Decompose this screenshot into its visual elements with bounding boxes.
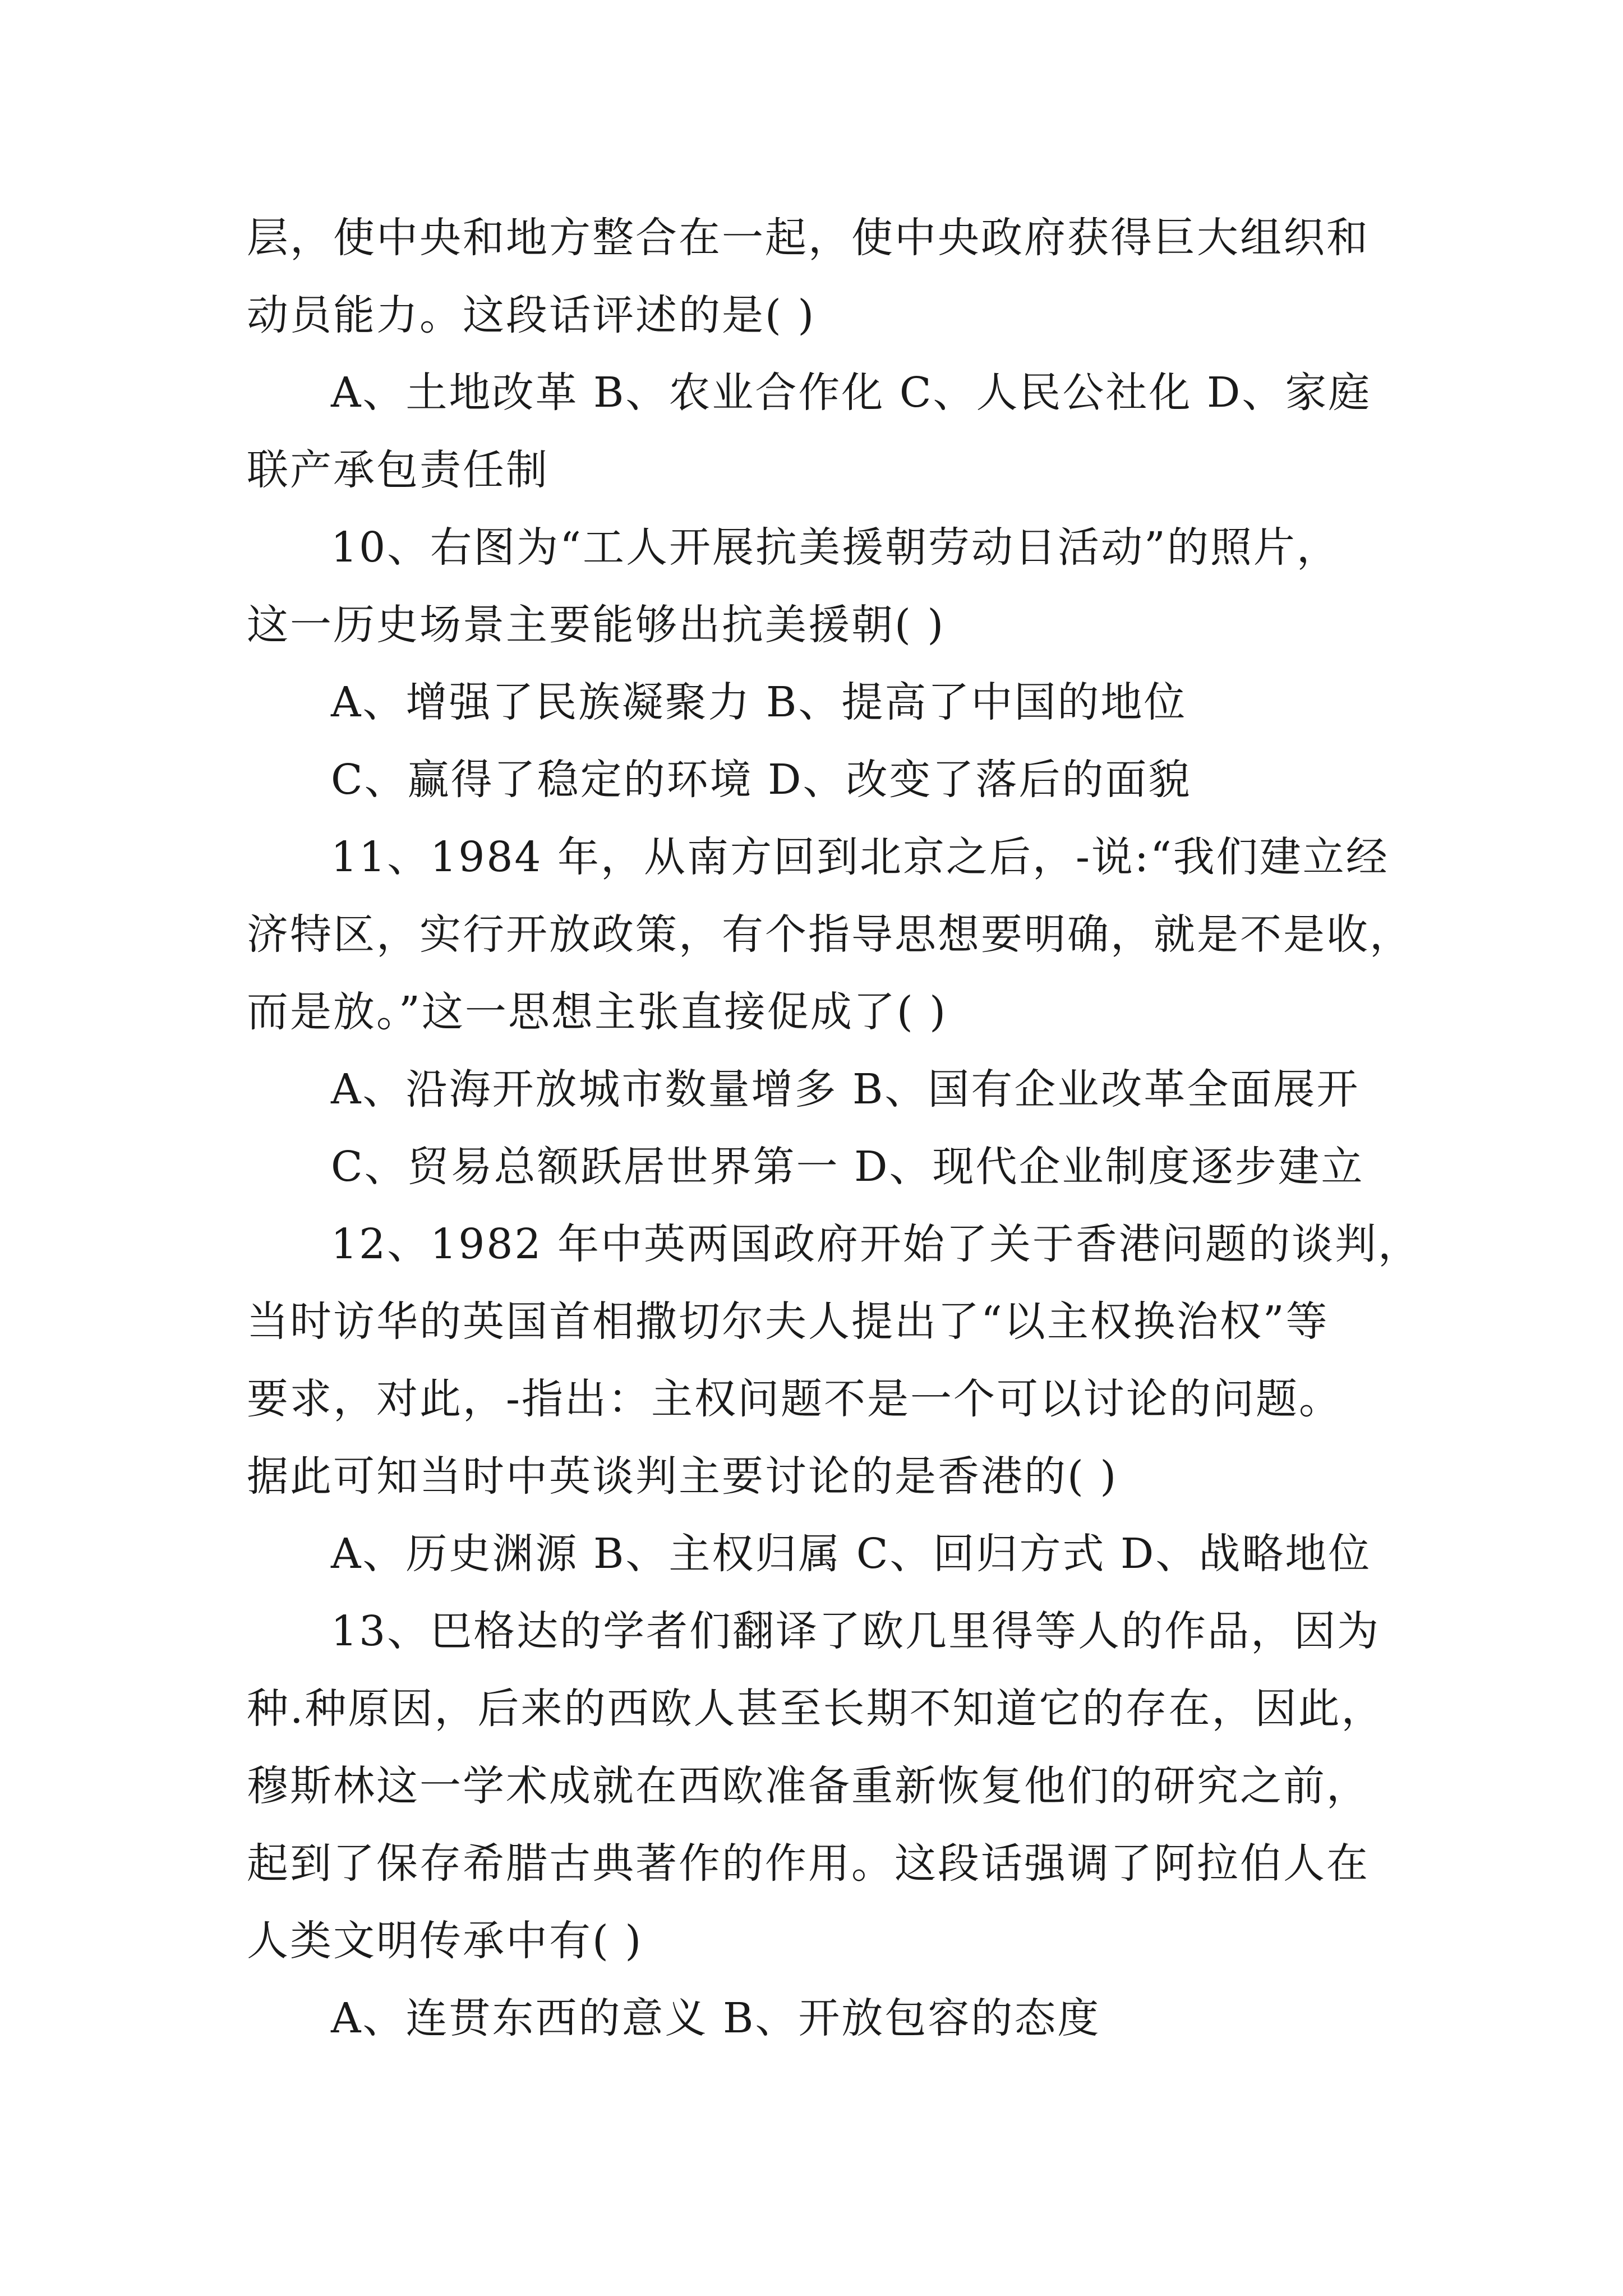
text-line: 据此可知当时中英谈判主要讨论的是香港的( ): [247, 1452, 1118, 1501]
text-line: 联产承包责任制: [247, 446, 549, 494]
option-line: C、赢得了稳定的环境 D、改变了落后的面貌: [331, 756, 1192, 804]
text-line: 要求，对此，-指出：主权问题不是一个可以讨论的问题。: [247, 1375, 1343, 1423]
text-line: 种.种原因，后来的西欧人甚至长期不知道它的存在，因此，: [247, 1685, 1385, 1733]
question-12: 12、1982 年中英两国政府开始了关于香港问题的谈判，: [331, 1220, 1422, 1268]
text-line: 层，使中央和地方整合在一起，使中央政府获得巨大组织和: [247, 214, 1370, 262]
option-line: A、沿海开放城市数量增多 B、国有企业改革全面展开: [331, 1065, 1360, 1114]
option-line: A、历史渊源 B、主权归属 C、回归方式 D、战略地位: [331, 1530, 1372, 1578]
question-13: 13、巴格达的学者们翻译了欧几里得等人的作品，因为: [331, 1607, 1381, 1655]
question-10: 10、右图为“工人开展抗美援朝劳动日活动”的照片，: [331, 523, 1340, 572]
option-line: C、贸易总额跃居世界第一 D、现代企业制度逐步建立: [331, 1143, 1364, 1191]
option-line: A、连贯东西的意义 B、开放包容的态度: [331, 1994, 1101, 2042]
text-line: 当时访华的英国首相撒切尔夫人提出了“以主权换治权”等: [247, 1297, 1329, 1346]
text-line: 济特区，实行开放政策，有个指导思想要明确，就是不是收，: [247, 910, 1413, 959]
text-line: 人类文明传承中有( ): [247, 1917, 643, 1965]
option-line: A、土地改革 B、农业合作化 C、人民公社化 D、家庭: [331, 369, 1372, 417]
option-line: A、增强了民族凝聚力 B、提高了中国的地位: [331, 678, 1187, 726]
text-line: 而是放。”这一思想主张直接促成了( ): [247, 988, 948, 1036]
text-line: 动员能力。这段话评述的是( ): [247, 291, 816, 339]
question-11: 11、1984 年，从南方回到北京之后，-说:“我们建立经: [331, 833, 1389, 881]
text-line: 这一历史场景主要能够出抗美援朝( ): [247, 601, 946, 649]
text-line: 穆斯林这一学术成就在西欧准备重新恢复他们的研究之前，: [247, 1762, 1370, 1810]
text-line: 起到了保存希腊古典著作的作用。这段话强调了阿拉伯人在: [247, 1839, 1370, 1888]
